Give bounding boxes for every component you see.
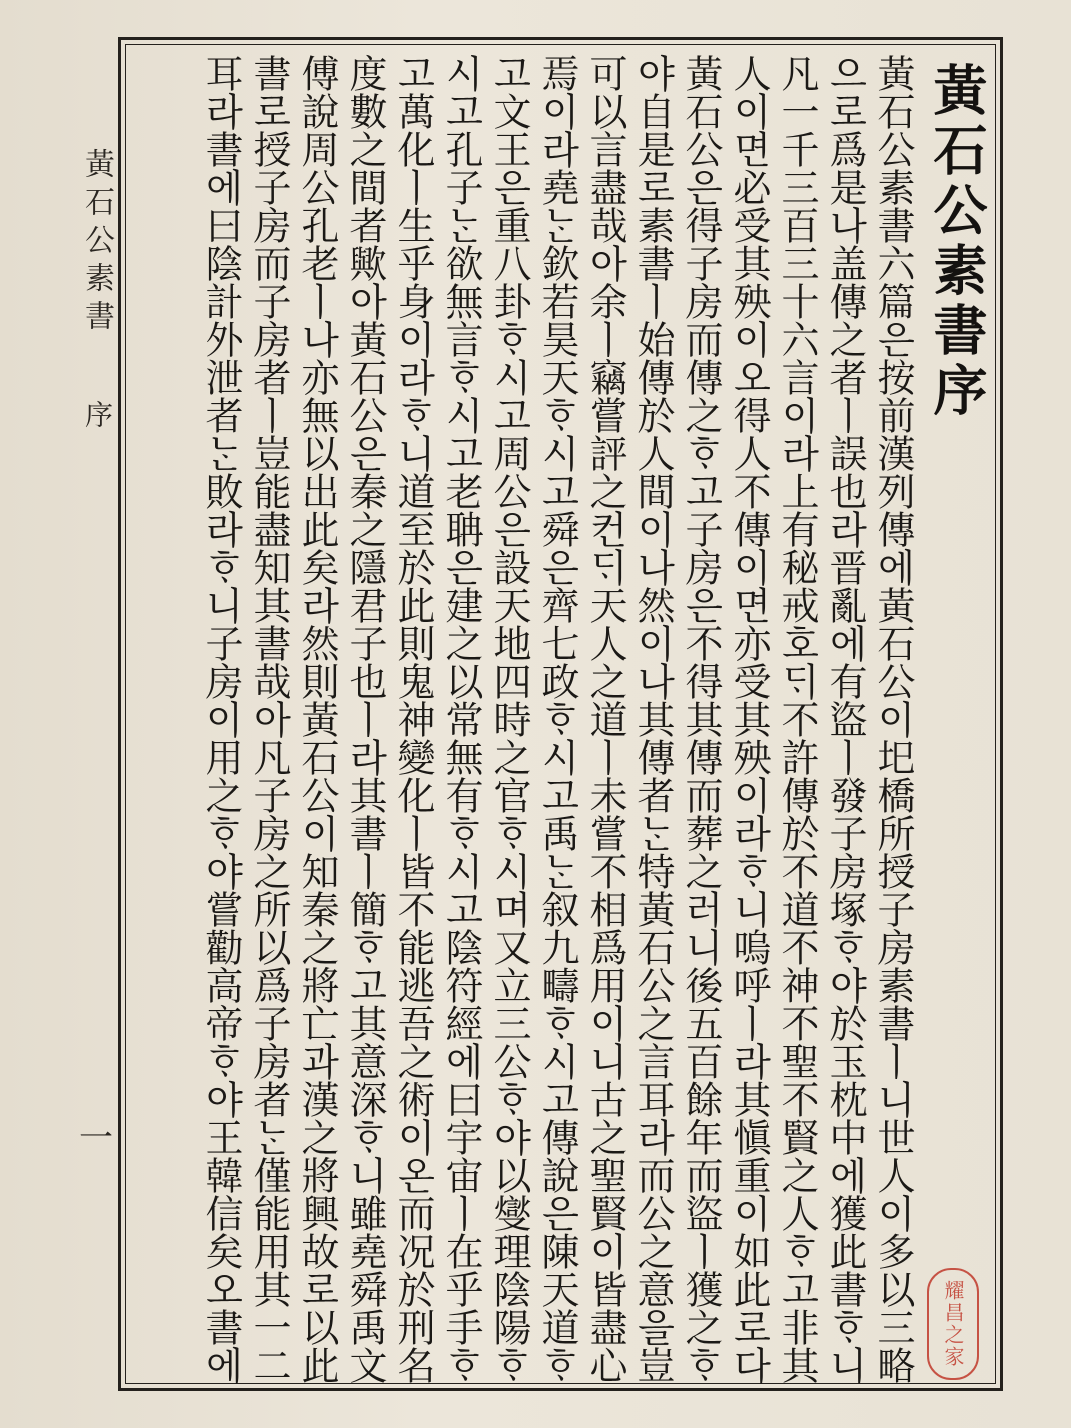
text-column-3: 凡一千三百三十六言이라上有秘戒호ᄃᆡ不許傳於不道不神不聖不賢之人ᄒᆞ고非其 (775, 54, 819, 1384)
text-column-1: 黃石公素書六篇은按前漢列傳에黃石公이圯橋所授子房素書ㅣ니世人이多以三略 (871, 54, 915, 1384)
text-column-5: 黃石公은得子房而傳之ᄒᆞ고子房은不得其傳而葬之러니後五百餘年而盜ㅣ獲之ᄒᆞ (679, 54, 723, 1384)
text-column-7: 可以言盡哉아余ㅣ竊嘗評之컨ᄃᆡ天人之道ㅣ未嘗不相爲用이니古之聖賢이皆盡心 (583, 54, 627, 1384)
page-number: 一 (79, 1118, 113, 1158)
margin-section-label: 序 (81, 400, 114, 428)
text-column-14: 書로授子房而子房者ㅣ豈能盡知其書哉아凡子房之所以爲子房者ᄂᆞᆫ僅能用其一二 (247, 54, 291, 1384)
text-column-9: 고文王은重八卦ᄒᆞ시고周公은設天地四時之官ᄒᆞ시며又立三公ᄒᆞ야以燮理陰陽ᄒᆞ (487, 54, 531, 1384)
text-column-10: 시고孔子ᄂᆞᆫ欲無言ᄒᆞ시고老聃은建之以常無有ᄒᆞ시고陰符經에曰宇宙ㅣ在乎手ᄒᆞ (439, 54, 483, 1384)
text-column-6: 야自是로素書ㅣ始傳於人間이나然이나其傳者ᄂᆞᆫ特黃石公之言耳라而公之意을豈 (631, 54, 675, 1384)
text-column-4: 人이면必受其殃이오得人不傳이면亦受其殃이라ᄒᆞ니嗚呼ㅣ라其愼重이如此로다 (727, 54, 771, 1384)
document-title: 黃石公素書序 (925, 62, 989, 422)
text-column-12: 度數之間者歟아黃石公은秦之隱君子也ㅣ라其書ㅣ簡ᄒᆞ고其意深ᄒᆞ니雖堯舜禹文 (343, 54, 387, 1384)
seal-text: 耀昌之家 (941, 1280, 965, 1368)
red-seal-stamp (927, 1268, 979, 1380)
text-column-2: 으로爲是나盖傳之者ㅣ誤也라晋亂에有盜ㅣ發子房塚ᄒᆞ야於玉枕中에獲此書ᄒᆞ니 (823, 54, 867, 1384)
text-column-8: 焉이라堯ᄂᆞᆫ欽若昊天ᄒᆞ시고舜은齊七政ᄒᆞ시고禹ᄂᆞᆫ叙九疇ᄒᆞ시고傳說은陳天道ᄒᆞ (535, 54, 579, 1384)
text-column-13: 傅說周公孔老ㅣ나亦無以出此矣라然則黃石公이知秦之將亡과漢之將興故로以此 (295, 54, 339, 1384)
margin-book-title: 黃石公素書 (79, 148, 114, 338)
text-column-11: 고萬化ㅣ生乎身이라ᄒᆞ니道至於此則鬼神變化ㅣ皆不能逃吾之術이온而况於刑名 (391, 54, 435, 1384)
text-column-15: 耳라書에曰陰計外泄者ᄂᆞᆫ敗라ᄒᆞ니子房이用之ᄒᆞ야嘗勸高帝ᄒᆞ야王韓信矣오書에 (199, 54, 243, 1384)
